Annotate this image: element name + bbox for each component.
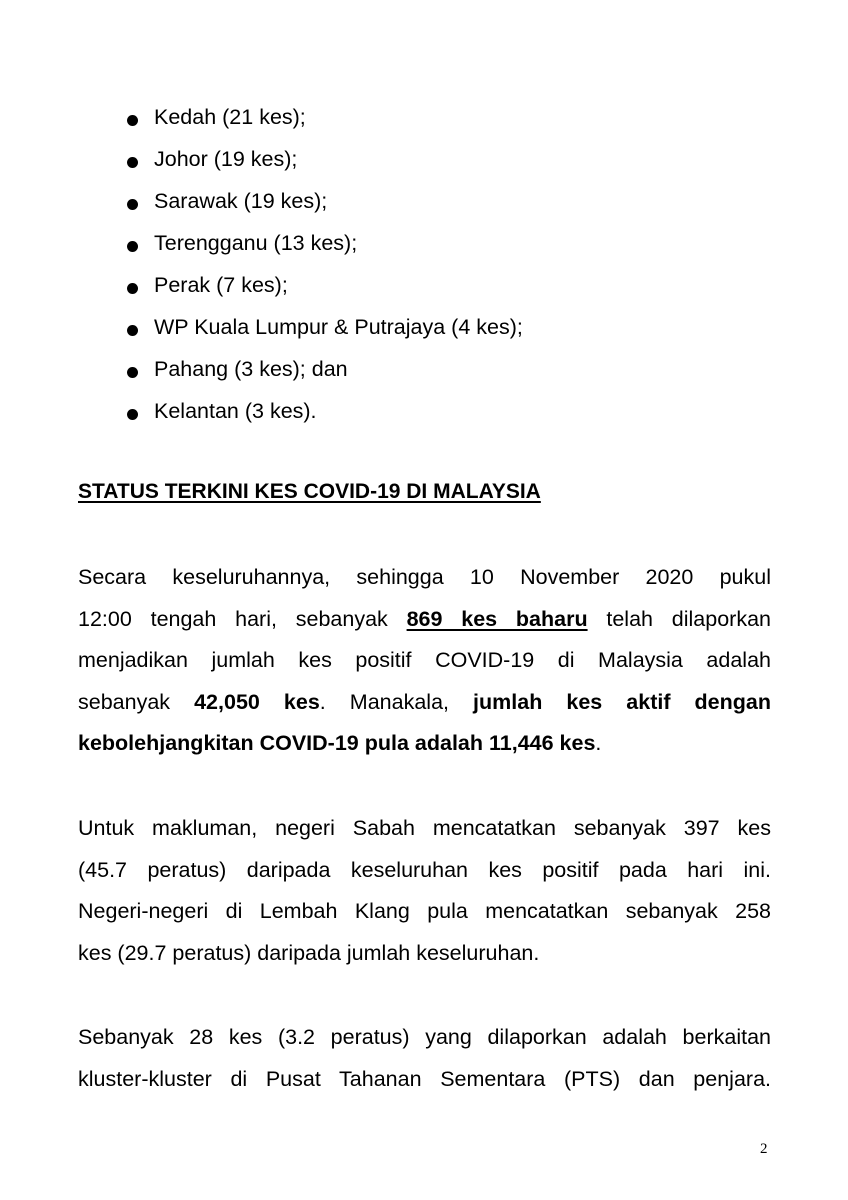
- list-item-text: Pahang (3 kes); dan: [154, 357, 348, 381]
- paragraph-line: kluster-kluster di Pusat Tahanan Sementara (PTS) dan penjara.: [78, 1066, 771, 1091]
- list-item: [0, 96, 848, 138]
- paragraph-line: [78, 682, 771, 724]
- section-heading: STATUS TERKINI KES COVID-19 DI MALAYSIA: [78, 480, 541, 503]
- text-run: telah dilaporkan: [587, 606, 771, 631]
- state-case-list: [0, 96, 848, 432]
- list-item-text: WP Kuala Lumpur & Putrajaya (4 kes);: [154, 315, 523, 339]
- list-item-text: Perak (7 kes);: [154, 273, 288, 297]
- paragraph-line: [78, 723, 771, 765]
- list-item: [0, 390, 848, 432]
- paragraph-line: (45.7 peratus) daripada keseluruhan kes positif pada hari ini.: [78, 857, 771, 882]
- bullet-icon: [127, 241, 138, 252]
- paragraph-sabah-klang: [78, 808, 771, 974]
- list-item-text: Johor (19 kes);: [154, 147, 298, 171]
- bullet-icon: [127, 115, 138, 126]
- list-item: [0, 264, 848, 306]
- list-item: [0, 348, 848, 390]
- bullet-icon: [127, 283, 138, 294]
- paragraph-line: Secara keseluruhannya, sehingga 10 November 2020 pukul: [78, 565, 771, 589]
- paragraph-line: Untuk makluman, negeri Sabah mencatatkan sebanyak 397 kes: [78, 816, 771, 840]
- list-item: [0, 180, 848, 222]
- paragraph-line: kes (29.7 peratus) daripada jumlah keseluruhan.: [78, 940, 540, 965]
- paragraph-status-summary: [78, 557, 771, 765]
- bullet-icon: [127, 199, 138, 210]
- bullet-icon: [127, 325, 138, 336]
- paragraph-line: Negeri-negeri di Lembah Klang pula mencatatkan sebanyak 258: [78, 899, 771, 923]
- paragraph-detention-clusters: [78, 1017, 771, 1100]
- paragraph-line: Sebanyak 28 kes (3.2 peratus) yang dilaporkan adalah berkaitan: [78, 1025, 771, 1049]
- page-number: 2: [760, 1141, 768, 1157]
- bullet-icon: [127, 367, 138, 378]
- list-item-text: Kelantan (3 kes).: [154, 399, 317, 423]
- list-item-text: Sarawak (19 kes);: [154, 189, 328, 213]
- text-run: .: [595, 731, 602, 755]
- text-run: 12:00 tengah hari, sebanyak: [78, 606, 407, 631]
- new-cases-highlight: 869 kes baharu: [406, 606, 588, 631]
- paragraph-line: [78, 599, 771, 641]
- active-cases-highlight: kebolehjangkitan COVID-19 pula adalah 11,446 kes: [78, 731, 596, 755]
- bullet-icon: [127, 409, 138, 420]
- active-cases-highlight: jumlah kes aktif dengan: [473, 689, 772, 714]
- list-item: [0, 138, 848, 180]
- text-run: . Manakala,: [319, 689, 474, 714]
- list-item: [0, 306, 848, 348]
- list-item-text: Terengganu (13 kes);: [154, 231, 358, 255]
- bullet-icon: [127, 157, 138, 168]
- list-item: [0, 222, 848, 264]
- list-item-text: Kedah (21 kes);: [154, 105, 306, 129]
- paragraph-line: menjadikan jumlah kes positif COVID-19 di Malaysia adalah: [78, 648, 771, 672]
- text-run: sebanyak: [78, 689, 195, 714]
- total-cases-highlight: 42,050 kes: [194, 689, 320, 714]
